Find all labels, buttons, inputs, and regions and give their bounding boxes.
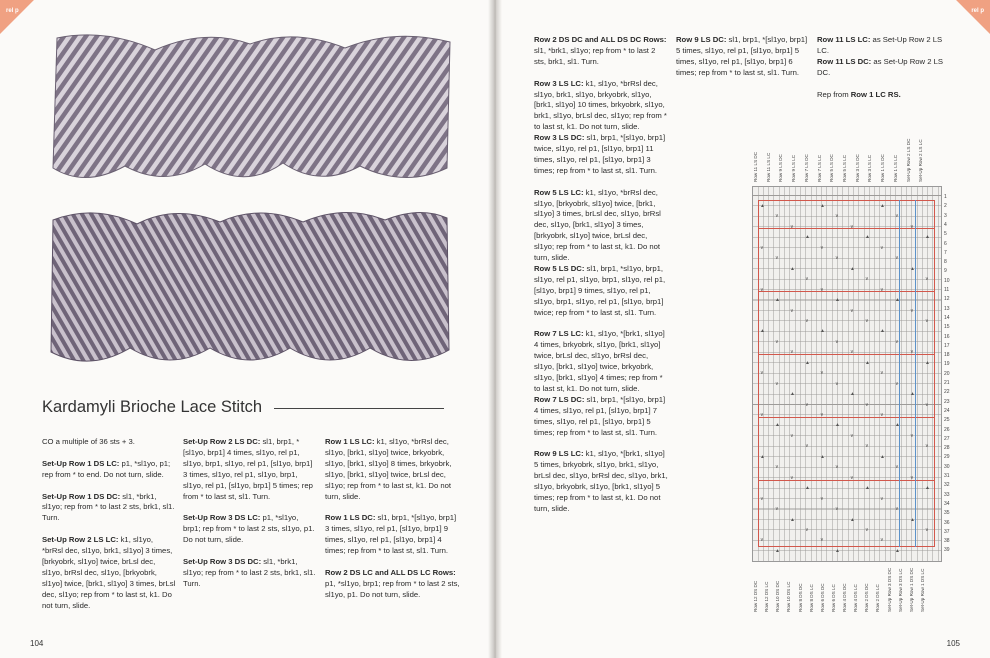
chart-stitch-symbol: ∨ (775, 464, 779, 471)
chart-stitch-number: 38 (944, 538, 950, 545)
row-instructions: sl1, brp1, *[sl1yo, brp1] 5 times, sl1yo, rel p1, [sl1yo, brp1] 5 times, sl1yo, rel p1, [sl1yo, brp1] 6 times; rep from * to last st, sl1. Turn. (676, 35, 808, 77)
chart-stitch-symbol: ∨ (895, 506, 899, 513)
instructions-column-5 (676, 35, 810, 90)
chart-stitch-symbol: ▲ (925, 359, 930, 366)
chart-row-divider (758, 354, 935, 355)
chart-stitch-number: 15 (944, 324, 950, 331)
chart-row-label: Row 5 LS LC (842, 154, 847, 182)
row-label: Row 1 LC RS. (850, 89, 901, 99)
chart-stitch-symbol: ∨ (820, 537, 824, 544)
chart-row-label: Row 8 DS LC (808, 584, 814, 612)
chart-stitch-symbol: ∨ (865, 317, 869, 324)
corner-tab: rel p (0, 0, 34, 34)
instructions-column-6 (817, 35, 949, 111)
chart-row-label: Row 3 LS DC (854, 154, 860, 182)
chart-stitch-number: 11 (944, 287, 950, 293)
chart-stitch-number: 18 (944, 352, 950, 359)
chart-stitch-symbol: ∨ (805, 317, 809, 324)
chart-stitch-symbol: ▲ (805, 359, 810, 366)
chart-row-label: Row 9 LS LC (791, 154, 797, 182)
chart-row-label: Set-Up Row 2 LS LC (918, 139, 924, 182)
left-page (0, 0, 494, 658)
row-label: Set-Up Row 2 LS LC: (42, 535, 119, 545)
chart-stitch-number: 24 (944, 407, 950, 414)
chart-stitch-number: 27 (944, 435, 950, 442)
row-label: Row 5 LS DC: (534, 264, 585, 273)
chart-stitch-number: 37 (944, 528, 950, 535)
chart-stitch-symbol: ∨ (760, 537, 764, 544)
instruction-paragraph (534, 449, 668, 514)
instruction-paragraph (42, 459, 176, 481)
chart-stitch-symbol: ∨ (850, 432, 854, 439)
chart-row-label: Row 9 LS DC (778, 154, 784, 182)
instruction-paragraph (42, 492, 176, 525)
row-instructions: sl1, *brk1, sl1yo; rep from * to last 2 sts, brk1, sl1. Turn. (534, 45, 656, 66)
chart-stitch-symbol: ▲ (850, 516, 855, 523)
row-instructions: sl1, brp1, *[sl1yo, brp1] 3 times, sl1yo, rel p1, [sl1yo, brp1] 9 times, sl1yo, rel p1, [sl1yo, brp1] 4 times; rep from * to last st, sl1. Turn. (325, 513, 457, 556)
row-instructions: p1, *sl1yo, p1; rep from * to end. Do not turn, slide. (42, 458, 171, 479)
chart-row-label: Set-Up Row 1 DS DC (908, 567, 914, 612)
chart-stitch-symbol: ∨ (895, 464, 899, 471)
chart-stitch-symbol: ∨ (775, 338, 779, 345)
chart-stitch-number: 28 (944, 445, 950, 452)
chart-row-label: Row 7 LS LC (816, 154, 822, 182)
chart-row-label: Row 4 DS LC (853, 584, 859, 612)
chart-stitch-number: 20 (944, 370, 950, 377)
chart-row-label: Set-Up Row 2 LS DC (905, 138, 911, 182)
chart-stitch-symbol: ∨ (850, 474, 854, 481)
chart-stitch-symbol: ▲ (775, 297, 780, 304)
chart-row-label: Row 10 DS DC (775, 580, 781, 612)
chart-stitch-symbol: ∨ (910, 307, 914, 314)
chart-row-divider (758, 291, 935, 292)
chart-stitch-number: 23 (944, 398, 950, 405)
chart-stitch-symbol: ▲ (835, 547, 840, 554)
chart-stitch-symbol: ∨ (820, 412, 824, 418)
chart-stitch-symbol: ∨ (880, 495, 884, 502)
instruction-paragraph (534, 395, 668, 439)
chart-stitch-number: 13 (944, 305, 950, 312)
row-label: Row 7 LS LC: (534, 329, 584, 339)
row-label: Set-Up Row 3 DS DC: (183, 556, 262, 566)
swatch-photo-top (45, 28, 455, 194)
chart-stitch-symbol: ▲ (820, 203, 825, 209)
chart-stitch-number: 29 (944, 454, 950, 461)
corner-tab: rel p (956, 0, 990, 34)
instruction-paragraph (183, 557, 317, 590)
row-label: Row 11 LS DC: (817, 56, 872, 66)
chart-stitch-symbol: ▲ (910, 516, 915, 523)
row-label: Row 3 LS DC: (534, 133, 585, 143)
row-label: Row 2 DS LC and ALL DS LC Rows: (325, 567, 456, 577)
chart-stitch-symbol: ∨ (910, 432, 914, 439)
row-label: Row 7 LS DC: (534, 394, 585, 404)
chart-stitch-symbol: ∨ (865, 443, 869, 450)
chart-row-label: Row 10 DS LC (786, 581, 792, 612)
chart-stitch-symbol: ∨ (805, 443, 809, 450)
chart-stitch-symbol: ∨ (760, 412, 764, 418)
row-label: Set-Up Row 3 DS LC: (183, 513, 261, 523)
instruction-paragraph (325, 513, 461, 557)
chart-stitch-symbol: ▲ (910, 265, 915, 272)
row-label: Row 9 LS LC: (534, 449, 584, 459)
swatch-photo-bottom (45, 202, 455, 374)
chart-stitch-symbol: ∨ (790, 349, 794, 356)
chart-row-label: Set-Up Row 3 DS DC (886, 567, 892, 612)
chart-stitch-number: 31 (944, 473, 950, 479)
chart-column-marker (915, 200, 916, 547)
chart-stitch-number: 2 (944, 203, 947, 210)
instruction-paragraph (325, 568, 461, 601)
chart-stitch-number: 7 (944, 249, 947, 256)
instructions-column-1 (42, 437, 176, 622)
chart-stitch-symbol: ▲ (820, 453, 825, 460)
chart-row-label: Row 1 LS DC (880, 154, 886, 182)
instruction-paragraph (817, 35, 949, 57)
chart-stitch-symbol: ∨ (910, 474, 914, 481)
chart-stitch-symbol: ▲ (760, 453, 765, 460)
chart-stitch-symbol: ∨ (865, 276, 869, 283)
chart-stitch-symbol: ▲ (820, 328, 825, 335)
instruction-paragraph (534, 79, 668, 134)
row-label: Row 1 LS DC: (325, 513, 376, 523)
chart-stitch-symbol: ∨ (925, 317, 929, 324)
chart-stitch-symbol: ▲ (880, 453, 885, 460)
chart-stitch-symbol: ▲ (895, 422, 900, 429)
chart-stitch-symbol: ∨ (775, 213, 779, 220)
chart-top-labels (752, 136, 942, 182)
chart-stitch-symbol: ∨ (790, 307, 794, 314)
chart-stitch-symbol: ∨ (820, 495, 824, 502)
chart-row-divider (758, 417, 935, 418)
chart-stitch-number: 26 (944, 426, 950, 433)
instructions-column-2 (183, 437, 317, 601)
chart-stitch-symbol: ▲ (850, 265, 855, 272)
chart-stitch-number: 16 (944, 333, 950, 340)
chart-column-marker (899, 200, 900, 547)
chart-stitch-symbol: ▲ (910, 391, 915, 398)
title-rule (274, 408, 444, 409)
chart-stitch-symbol: ∨ (880, 370, 884, 377)
chart-stitch-number: 14 (944, 314, 950, 321)
chart-stitch-symbol: ∨ (910, 223, 914, 230)
chart-stitch-symbol: ∨ (925, 401, 929, 408)
chart-stitch-symbol: ∨ (835, 338, 839, 345)
row-label: Row 2 DS DC and ALL DS DC Rows: (534, 35, 667, 44)
chart-stitch-number: 12 (944, 296, 950, 303)
chart-stitch-symbol: ∨ (850, 349, 854, 356)
instruction-paragraph (42, 437, 176, 448)
chart-row-label: Row 1 LS LC (892, 154, 898, 182)
chart-stitch-symbol: ∨ (835, 506, 839, 513)
row-label: Row 9 LS DC: (676, 35, 727, 44)
chart-row-label: Row 11 LS LC (765, 152, 771, 182)
instruction-paragraph (817, 57, 949, 79)
chart-stitch-symbol: ∨ (760, 495, 764, 502)
chart-stitch-symbol: ▲ (775, 547, 780, 554)
stitch-chart (752, 186, 942, 562)
row-label: Row 1 LS LC: (325, 437, 375, 446)
chart-stitch-symbol: ▲ (850, 391, 855, 398)
row-label: Set-Up Row 1 DS DC: (42, 491, 121, 501)
instructions-column-4 (534, 35, 668, 526)
pattern-title: Kardamyli Brioche Lace Stitch (42, 398, 263, 416)
chart-row-label: Row 2 DS LC (875, 584, 881, 612)
chart-stitch-symbol: ∨ (925, 443, 929, 450)
chart-stitch-number: 9 (944, 268, 947, 275)
row-instructions: as Set-Up Row 2 LS LC. (817, 35, 943, 55)
right-page (496, 0, 990, 658)
chart-stitch-symbol: ∨ (805, 526, 809, 533)
chart-stitch-symbol: ∨ (895, 338, 899, 345)
chart-repeat-box (758, 200, 935, 547)
row-instructions: k1, sl1yo, *[brk1, sl1yo] 4 times, brkyobrk, sl1yo, [brk1, sl1yo] twice, brLsl dec, sl1yo, brRsl dec, sl1yo, [brk1, sl1yo] twice, brkyobrk, sl1yo, [brk1, sl1yo] 4 times; rep from * to last st, k1. Do not turn, slide. (534, 329, 665, 393)
chart-stitch-number: 25 (944, 417, 950, 424)
instructions-column-3 (325, 437, 461, 611)
instruction-paragraph (534, 264, 668, 319)
chart-row-divider (758, 228, 935, 229)
chart-stitch-symbol: ∨ (775, 506, 779, 513)
row-instructions: k1, sl1yo, *brRsl dec, sl1yo, [brkyobrk, sl1yo] twice, [brk1, sl1yo] 3 times, brLsl dec, sl1yo, brRsl dec, sl1yo, [brk1, sl1yo] 3 times, [brkyobrk, sl1yo] twice, brLsl dec, sl1yo; rep from * to last st, k1. Do not turn, slide. (534, 187, 661, 263)
row-label: Row 11 LS LC: (817, 35, 871, 44)
chart-stitch-symbol: ∨ (820, 244, 824, 251)
row-instructions: CO a multiple of 36 sts + 3. (42, 437, 135, 446)
chart-stitch-symbol: ∨ (865, 401, 869, 408)
chart-stitch-numbers (944, 186, 956, 562)
chart-stitch-symbol: ∨ (910, 349, 914, 356)
chart-stitch-number: 36 (944, 519, 950, 526)
chart-stitch-symbol: ▲ (760, 203, 765, 209)
chart-stitch-symbol: ▲ (835, 297, 840, 304)
chart-stitch-symbol: ▲ (805, 234, 810, 241)
chart-stitch-symbol: ∨ (775, 255, 779, 262)
pattern-title-row (42, 398, 462, 420)
page-number-left: 104 (30, 639, 44, 648)
row-instructions: as Set-Up Row 2 LS DC. (817, 56, 944, 77)
row-instructions: sl1, *brk1, sl1yo; rep from * to last 2 sts, brk1, sl1. Turn. (183, 556, 316, 588)
chart-stitch-symbol: ∨ (760, 370, 764, 377)
chart-stitch-symbol: ▲ (925, 485, 930, 492)
instruction-paragraph (42, 535, 176, 611)
chart-stitch-symbol: ▲ (790, 265, 795, 272)
chart-stitch-symbol: ▲ (775, 422, 780, 429)
chart-stitch-symbol: ∨ (850, 223, 854, 230)
chart-row-label: Row 2 DS DC (864, 583, 870, 612)
row-instructions: sl1, brp1, *sl1yo, brp1, sl1yo, rel p1, sl1yo, brp1, sl1yo, rel p1, [sl1yo, brp1] 9 times, sl1yo, rel p1, sl1yo, brp1, sl1yo, rel p1, [sl1yo, brp1] twice; rep from * to last st, sl1. Turn. (534, 264, 666, 317)
chart-stitch-number: 17 (944, 342, 950, 349)
chart-stitch-symbol: ∨ (835, 213, 839, 220)
chart-row-label: Row 8 DS DC (797, 583, 803, 612)
instruction-paragraph (817, 90, 949, 101)
chart-stitch-number: 33 (944, 491, 950, 498)
chart-stitch-number: 22 (944, 389, 950, 396)
chart-stitch-symbol: ▲ (760, 328, 765, 335)
book-gutter (488, 0, 502, 658)
chart-stitch-symbol: ▲ (805, 485, 810, 492)
chart-stitch-symbol: ∨ (805, 401, 809, 408)
instruction-paragraph (676, 35, 810, 79)
chart-stitch-symbol: ∨ (895, 213, 899, 220)
chart-stitch-symbol: ▲ (790, 516, 795, 523)
chart-stitch-symbol: ∨ (925, 276, 929, 283)
chart-row-label: Row 6 DS LC (830, 584, 836, 612)
chart-stitch-number: 30 (944, 463, 950, 470)
chart-stitch-symbol: ∨ (850, 307, 854, 314)
chart-row-label: Row 12 DS DC (753, 580, 758, 612)
chart-stitch-symbol: ∨ (895, 255, 899, 262)
chart-stitch-symbol: ∨ (880, 244, 884, 251)
row-instructions: sl1, brp1, *[sl1yo, brp1] 4 times, sl1yo, rel p1, sl1yo, brp1, sl1yo, rel p1, [sl1yo, brp1] 3 times, sl1yo, rel p1, sl1yo, brp1, sl1yo, rel p1, [sl1yo, brp1] 5 times; rep from * to last st, sl1. Turn. (183, 437, 313, 501)
row-instructions: k1, sl1yo, *brRsl dec, sl1yo, brk1, sl1yo, brkyobrk, sl1yo, [brk1, sl1yo] 10 times, brkyobrk, sl1yo, brk1, sl1yo, brLsl dec, sl1yo; rep from * to last st, k1. Do not turn, slide. (534, 78, 667, 132)
chart-stitch-symbol: ∨ (760, 286, 764, 293)
chart-stitch-number: 3 (944, 212, 947, 219)
chart-stitch-number: 5 (944, 231, 947, 238)
chart-stitch-symbol: ▲ (895, 547, 900, 554)
row-instructions: p1, *sl1yo, brp1; rep from * to last 2 sts, sl1yo, p1. Do not turn, slide. (325, 578, 460, 599)
row-instructions: sl1, *brk1, sl1yo; rep from * to last 2 sts, brk1, sl1. Turn. (42, 491, 175, 523)
chart-row-label: Row 3 LS LC (867, 154, 873, 182)
chart-stitch-symbol: ∨ (895, 380, 899, 387)
chart-stitch-symbol: ∨ (880, 286, 884, 293)
chart-row-label: Row 11 LS DC (753, 151, 758, 182)
chart-row-label: Row 6 DS DC (819, 583, 825, 612)
instruction-paragraph (183, 437, 317, 502)
chart-stitch-symbol: ▲ (895, 297, 900, 304)
chart-stitch-symbol: ▲ (880, 203, 885, 209)
chart-row-label: Row 12 DS LC (764, 581, 770, 612)
chart-stitch-symbol: ∨ (775, 380, 779, 387)
page-number-right: 105 (946, 639, 960, 648)
chart-stitch-number: 8 (944, 259, 947, 266)
chart-stitch-number: 1 (944, 194, 947, 200)
chart-stitch-symbol: ∨ (865, 526, 869, 533)
chart-row-label: Row 7 LS DC (803, 154, 809, 182)
row-label: Set-Up Row 1 DS LC: (42, 458, 120, 468)
chart-stitch-symbol: ∨ (880, 412, 884, 418)
instruction-paragraph (183, 513, 317, 546)
chart-row-divider (758, 480, 935, 481)
chart-stitch-symbol: ∨ (835, 255, 839, 262)
chart-stitch-number: 4 (944, 221, 947, 228)
row-instructions: sl1, brp1, *[sl1yo, brp1] 4 times, sl1yo, rel p1, [sl1yo, brp1] 7 times, sl1yo, rel p1, [sl1yo, brp1] 5 times; rep from * to last st, sl1. Turn. (534, 394, 666, 437)
instruction-paragraph (534, 329, 668, 394)
chart-stitch-symbol: ∨ (835, 464, 839, 471)
chart-stitch-number: 10 (944, 277, 950, 284)
chart-stitch-symbol: ▲ (835, 422, 840, 429)
chart-stitch-number: 34 (944, 500, 950, 507)
chart-stitch-symbol: ▲ (790, 391, 795, 398)
chart-stitch-symbol: ∨ (835, 380, 839, 387)
chart-stitch-symbol: ∨ (820, 286, 824, 293)
chart-stitch-symbol: ▲ (865, 359, 870, 366)
row-label: Row 5 LS LC: (534, 187, 584, 197)
chart-row-label: Set-Up Row 1 DS LC (919, 568, 925, 612)
instruction-paragraph (534, 133, 668, 177)
row-instructions: sl1, brp1, *[sl1yo, brp1] twice, sl1yo, rel p1, [sl1yo, brp1] 11 times, sl1yo, rel p1, [sl1yo, brp1] 3 times; rep from * to last st, sl1. Turn. (534, 133, 666, 175)
row-instructions: k1, sl1yo, *brRsl dec, sl1yo, [brk1, sl1yo] twice, brkyobrk, sl1yo, [brk1, sl1yo] 8 times, brkyobrk, sl1yo, [brk1, sl1yo] twice, brLsl dec, sl1yo; rep from * to last st, k1. Do not turn, slide. (325, 437, 452, 501)
chart-stitch-symbol: ▲ (865, 485, 870, 492)
chart-stitch-symbol: ∨ (790, 474, 794, 481)
row-label: Set-Up Row 2 LS DC: (183, 437, 261, 446)
chart-stitch-number: 21 (944, 380, 950, 386)
chart-stitch-symbol: ∨ (790, 223, 794, 230)
chart-stitch-number: 35 (944, 510, 950, 517)
chart-stitch-symbol: ∨ (925, 526, 929, 533)
row-instructions: k1, sl1yo, *brRsl dec, sl1yo, brk1, sl1yo] 3 times, [brkyobrk, sl1yo] twice, brLsl dec, sl1yo, brRsl dec, sl1yo, [brkyobrk, sl1yo] twice, [brk1, sl1yo] 3 times, brLsl dec, sl1yo; rep from * to last st, k1. Do not turn, slide. (42, 535, 176, 610)
chart-stitch-number: 39 (944, 547, 950, 554)
chart-bottom-labels (752, 566, 942, 612)
instruction-paragraph (534, 188, 668, 264)
chart-row-label: Row 5 LS DC (829, 154, 835, 182)
chart-stitch-symbol: ∨ (880, 537, 884, 544)
chart-stitch-symbol: ▲ (880, 328, 885, 335)
instruction-paragraph (325, 437, 461, 502)
instruction-paragraph (534, 35, 668, 68)
chart-row-label: Set-Up Row 3 DS LC (897, 568, 903, 612)
row-instructions: p1, *sl1yo, brp1; rep from * to last 2 sts, sl1yo, p1. Do not turn, slide. (183, 513, 315, 545)
chart-stitch-symbol: ▲ (925, 234, 930, 241)
chart-stitch-symbol: ∨ (805, 276, 809, 283)
chart-stitch-symbol: ▲ (865, 234, 870, 241)
chart-row-label: Row 4 DS DC (842, 583, 847, 612)
chart-stitch-symbol: ∨ (820, 370, 824, 377)
chart-stitch-number: 19 (944, 361, 950, 368)
row-instructions: k1, sl1yo, *[brk1, sl1yo] 5 times, brkyobrk, sl1yo, brk1, sl1yo, brLsl dec, sl1yo, brRsl dec, sl1yo, brk1, sl1yo, brkyobrk, sl1yo, [brk1, sl1yo] 5 times; rep from * to last st, k1. Do not turn, slide. (534, 449, 668, 513)
chart-stitch-number: 32 (944, 482, 950, 489)
chart-stitch-number: 6 (944, 240, 947, 247)
row-label: Row 3 LS LC: (534, 78, 584, 88)
chart-stitch-symbol: ∨ (760, 244, 764, 251)
chart-stitch-symbol: ∨ (790, 432, 794, 439)
row-instructions: Rep from (817, 89, 851, 99)
